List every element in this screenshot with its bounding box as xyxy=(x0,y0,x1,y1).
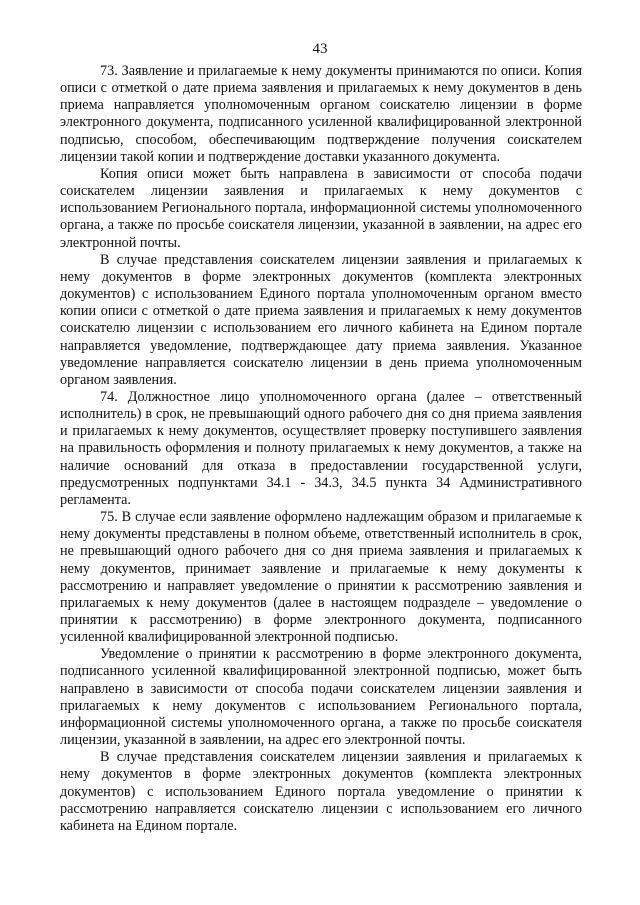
paragraph-unified-portal-acceptance: В случае представления соискателем лицензии заявления и прилагаемых к нему документов в форме электронных документов (комплекта электронных документов) с использованием Единого портала уведомление о принятии к рассмотрению направляется соискателю лицензии с использованием его личного кабинета на Едином портале. xyxy=(60,749,582,834)
paragraph-acceptance-notice: Уведомление о принятии к рассмотрению в форме электронного документа, подписанного усиленной квалифицированной электронной подписью, может быть направлено в зависимости от способа подачи соискателем лицензии заявления и прилагаемых к нему документов с использованием Регионального портала, информационной системы уполномоченного органа, а также по просьбе соискателя лицензии, указанной в заявлении, на адрес его электронной почты. xyxy=(60,646,582,749)
document-body xyxy=(60,63,582,835)
page-number: 43 xyxy=(312,41,328,57)
paragraph-74: 74. Должностное лицо уполномоченного органа (далее – ответственный исполнитель) в срок, не превышающий одного рабочего дня со дня приема заявления и прилагаемых к нему документов, осуществляет проверку поступившего заявления на правильность оформления и полноту прилагаемых к нему документов, а также на наличие оснований для отказа в предоставлении государственной услуги, предусмотренных подпунктами 34.1 - 34.3, 34.5 пункта 34 Административного регламента. xyxy=(60,388,582,508)
paragraph-unified-portal-notice: В случае представления соискателем лицензии заявления и прилагаемых к нему документов в форме электронных документов (комплекта электронных документов) с использованием Единого портала уполномоченным органом вместо копии описи с отметкой о дате приема заявления и прилагаемых к нему документов соискателю лицензии с использованием его личного кабинета на Едином портале направляется уведомление, подтверждающее дату приема заявления. Указанное уведомление направляется соискателю лицензии в день приема уполномоченным органом заявления. xyxy=(60,251,582,388)
paragraph-75: 75. В случае если заявление оформлено надлежащим образом и прилагаемые к нему документы представлены в полном объеме, ответственный исполнитель в срок, не превышающий одного рабочего дня со дня приема заявления и прилагаемых к нему документов, принимает заявление и прилагаемые к нему документы к рассмотрению и направляет уведомление о принятии к рассмотрению заявления и прилагаемых к нему документов (далее в настоящем подразделе – уведомление о принятии к рассмотрению) в форме электронного документа, подписанного усиленной квалифицированной электронной подписью. xyxy=(60,509,582,646)
paragraph-73: 73. Заявление и прилагаемые к нему документы принимаются по описи. Копия описи с отметкой о дате приема заявления и прилагаемых к нему документов в день приема направляется уполномоченным органом соискателю лицензии в форме электронного документа, подписанного усиленной квалифицированной электронной подписью, способом, обеспечивающим подтверждение получения соискателем лицензии такой копии и подтверждение доставки указанного документа. xyxy=(60,63,582,165)
paragraph-copy-of-inventory: Копия описи может быть направлена в зависимости от способа подачи соискателем лицензии заявления и прилагаемых к нему документов с использованием Регионального портала, информационной системы уполномоченного органа, а также по просьбе соискателя лицензии, указанной в заявлении, на адрес его электронной почты. xyxy=(60,165,582,251)
